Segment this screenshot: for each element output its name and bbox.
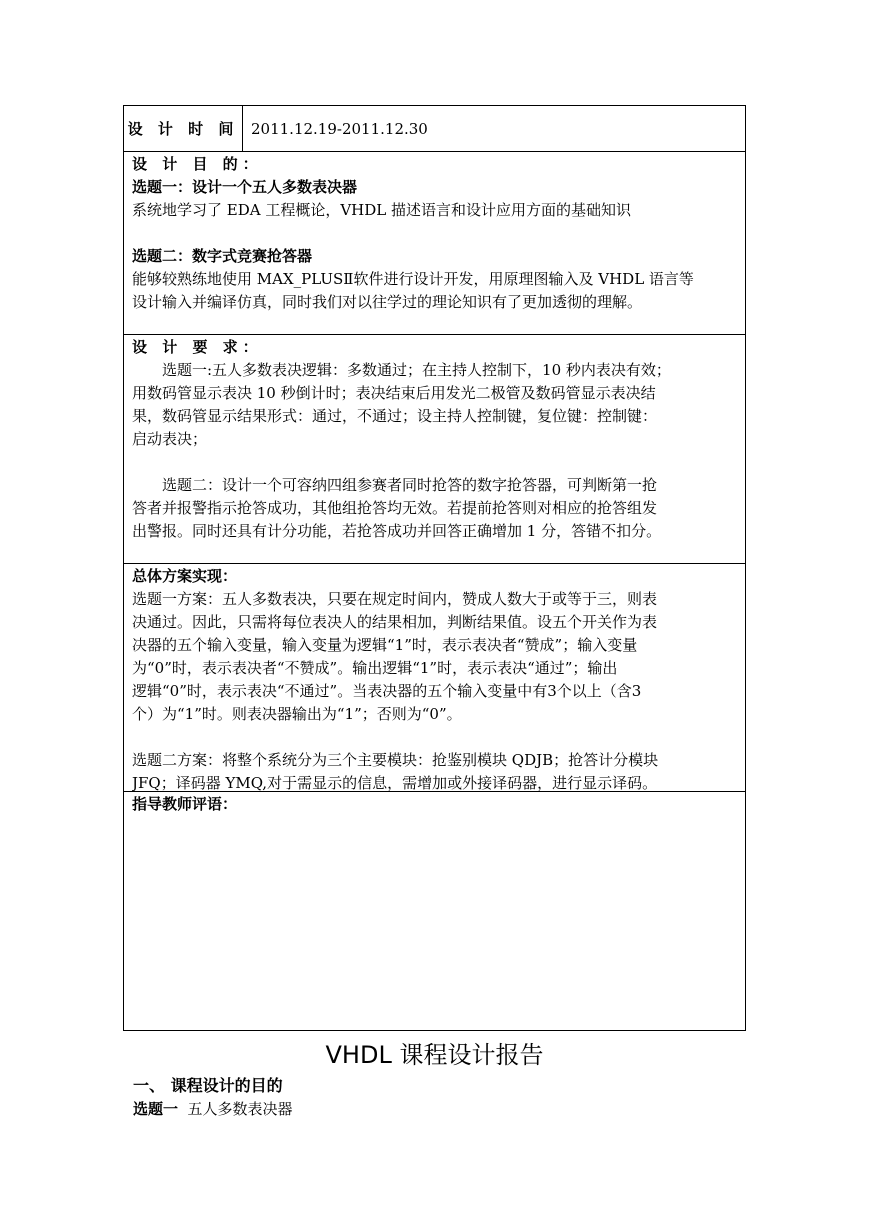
section-heading: 一、 课程设计的目的: [133, 1076, 283, 1095]
purpose-topic1-title: 选题一：设计一个五人多数表决器: [132, 178, 358, 196]
design-requirements-section: [124, 335, 745, 564]
design-purpose-section: [124, 152, 745, 335]
req-topic2-line2: 答者并报警指示抢答成功，其他组抢答均无效。若提前抢答则对相应的抢答组发: [132, 499, 658, 517]
requirements-heading: 设 计 要 求：: [132, 338, 263, 356]
topic-subheading: [133, 1098, 293, 1119]
purpose-topic1-text: 系统地学习了 EDA 工程概论，VHDL 描述语言和设计应用方面的基础知识: [132, 201, 632, 219]
instructor-comment-section: [124, 792, 745, 1030]
plan-topic1-line5: 逻辑“0”时，表示表决“不通过”。当表决器的五个输入变量中有3个以上（含3: [132, 682, 642, 700]
req-topic2-line3: 出警报。同时还具有计分功能，若抢答成功并回答正确增加 1 分，答错不扣分。: [132, 522, 662, 540]
plan-topic1-line6: 个）为“1”时。则表决器输出为“1”；否则为“0”。: [132, 705, 462, 723]
purpose-topic2-title: 选题二：数字式竞赛抢答器: [132, 247, 313, 265]
plan-topic2-line1: 选题二方案：将整个系统分为三个主要模块：抢鉴别模块 QDJB；抢答计分模块: [132, 751, 659, 769]
plan-topic1-line4: 为“0”时，表示表决者“不赞成”。输出逻辑“1”时，表示表决“通过”；输出: [132, 659, 618, 677]
topic-text: 五人多数表决器: [178, 1100, 293, 1118]
report-title: VHDL 课程设计报告: [325, 1041, 544, 1069]
plan-topic1-line2: 决通过。因此，只需将每位表决人的结果相加，判断结果值。设五个开关作为表: [132, 613, 658, 631]
purpose-topic2-line2: 设计输入并编译仿真，同时我们对以往学过的理论知识有了更加透彻的理解。: [132, 293, 643, 311]
purpose-topic2-line1: 能够较熟练地使用 MAX_PLUSⅡ软件进行设计开发，用原理图输入及 VHDL 语言等: [132, 270, 694, 288]
req-topic1-line2: 用数码管显示表决 10 秒倒计时；表决结束后用发光二极管及数码管显示表决结: [132, 384, 656, 402]
req-topic1-line1: 选题一:五人多数表决逻辑：多数通过；在主持人控制下，10 秒内表决有效；: [132, 361, 671, 379]
overall-plan-section: [124, 564, 745, 792]
design-time-value: 2011.12.19-2011.12.30: [251, 119, 428, 138]
design-info-form: [123, 105, 746, 1031]
purpose-heading: 设 计 目 的：: [132, 155, 263, 173]
plan-topic1-line1: 选题一方案：五人多数表决，只要在规定时间内，赞成人数大于或等于三，则表: [132, 590, 658, 608]
comment-heading: 指导教师评语：: [132, 795, 238, 813]
design-time-label: 设 计 时 间: [124, 106, 243, 151]
req-topic2-line1: 选题二：设计一个可容纳四组参赛者同时抢答的数字抢答器，可判断第一抢: [132, 476, 658, 494]
plan-topic2-line2: JFQ；译码器 YMQ,对于需显示的信息，需增加或外接译码器，进行显示译码。: [132, 774, 658, 792]
plan-heading: 总体方案实现：: [132, 567, 238, 585]
req-topic1-line3: 果，数码管显示结果形式：通过，不通过；设主持人控制键，复位键：控制键：: [132, 407, 658, 425]
topic-label: 选题一: [133, 1100, 179, 1118]
design-time-row: [124, 106, 745, 152]
req-topic1-line4: 启动表决；: [132, 430, 208, 448]
plan-topic1-line3: 决器的五个输入变量，输入变量为逻辑“1”时，表示表决者“赞成”；输入变量: [132, 636, 638, 654]
